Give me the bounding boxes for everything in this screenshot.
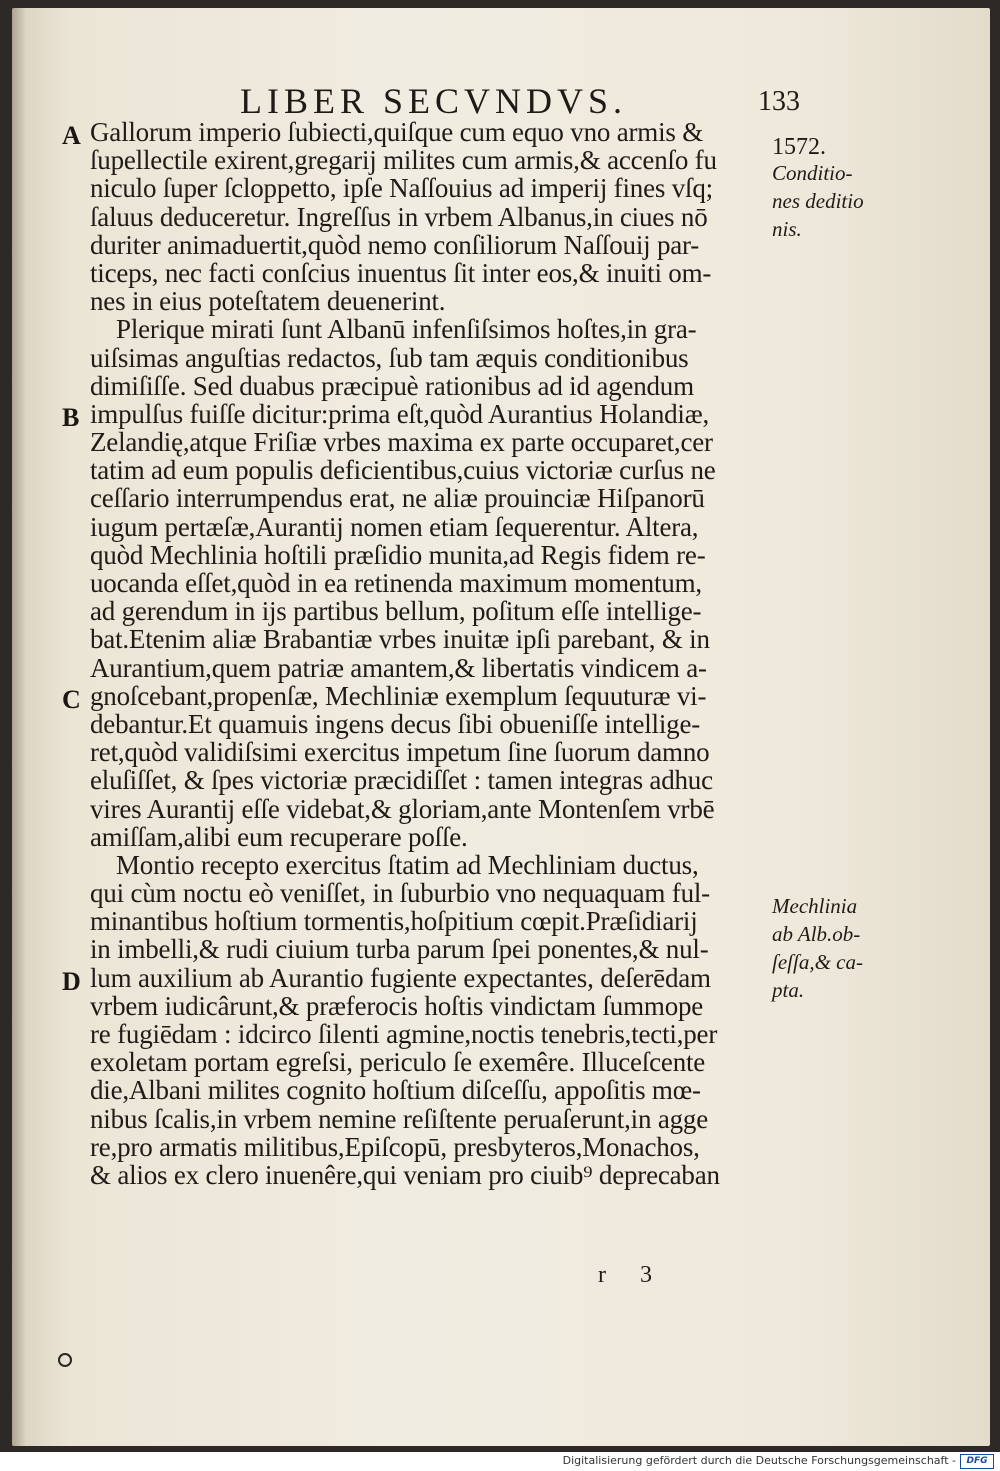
text-line: in imbelli,& rudi ciuium turba parum ſpei ponentes,& nul- <box>90 934 709 965</box>
margin-note-line: Conditio- <box>772 161 853 185</box>
text-line: niculo ſuper ſcloppetto, ipſe Naſſouius ad imperij fines vſq; <box>90 173 713 204</box>
section-marker-d: D <box>62 967 81 996</box>
section-marker-a: A <box>62 121 81 150</box>
section-marker-b: B <box>62 403 80 432</box>
text-line: ticeps, nec facti conſcius inuentus ſit inter eos,& inuiti om- <box>90 257 712 288</box>
text-line: nibus ſcalis,in vrbem nemine reſiſtente peruaſerunt,in agge <box>90 1103 708 1134</box>
text-line: debantur.Et quamuis ingens decus ſibi obueniſſe intellige- <box>90 708 701 739</box>
main-text <box>90 118 810 1189</box>
text-line: bat.Etenim aliæ Brabantiæ vrbes inuitæ ipſi parebant, & in <box>90 624 710 655</box>
running-head <box>240 80 800 120</box>
text-line: lum auxilium ab Aurantio fugiente expectantes, deſerēdam <box>90 962 711 993</box>
text-line: die,Albani milites cognito hoſtium diſceſſu, appoſitis mœ- <box>90 1075 701 1106</box>
margin-note-line: nis. <box>772 217 802 241</box>
year-note: 1572. <box>772 134 826 160</box>
footer-bar <box>0 1452 1000 1471</box>
text-line: exoletam portam egreſsi, periculo ſe exemêre. Illuceſcente <box>90 1047 706 1078</box>
section-marker-c: C <box>62 685 81 714</box>
text-line: uiſsimas anguſtias redactos, ſub tam æquis conditionibus <box>90 342 689 373</box>
dfg-logo: DFG <box>960 1454 994 1469</box>
margin-note-line: nes deditio <box>772 189 864 213</box>
text-line: Montio recepto exercitus ſtatim ad Mechliniam ductus, <box>116 849 699 880</box>
text-line: Zelandię,atque Friſiæ vrbes maxima ex parte occuparet,cer <box>90 427 713 458</box>
signature-mark: r 3 <box>598 1262 666 1288</box>
text-line: ret,quòd validiſsimi exercitus impetum ſine ſuorum damno <box>90 737 710 768</box>
text-line: ſaluus deduceretur. Ingreſſus in vrbem Albanus,in ciues nō <box>90 201 708 232</box>
funding-notice: Digitalisierung gefördert durch die Deutsche Forschungsgemeinschaft - <box>562 1454 956 1467</box>
text-line: tatim ad eum populis deficientibus,cuius victoriæ curſus ne <box>90 455 716 486</box>
text-line: ad gerendum in ijs partibus bellum, poſitum eſſe intellige- <box>90 596 702 627</box>
text-line: Aurantium,quem patriæ amantem,& libertatis vindicem a- <box>90 652 707 683</box>
margin-note-line: Mechlinia <box>772 894 858 918</box>
text-line: re fugiēdam : idcirco ſilenti agmine,noctis tenebris,tecti,per <box>90 1019 718 1049</box>
ring-mark <box>58 1353 72 1367</box>
text-line: iugum pertæſæ,Aurantij nomen etiam ſequerentur. Altera, <box>90 511 699 542</box>
text-line: nes in eius poteſtatem deuenerint. <box>90 286 446 317</box>
margin-note-line: ſeſſa,& ca- <box>772 950 863 974</box>
text-line: dimiſiſſe. Sed duabus præcipuè rationibus ad id agendum <box>90 370 694 401</box>
running-title: LIBER SECVNDVS. <box>240 81 628 121</box>
text-line: minantibus hoſtium tormentis,hoſpitium cœpit.Præſidiarij <box>90 906 698 937</box>
text-line: ceſſario interrumpendus erat, ne aliæ prouinciæ Hiſpanorū <box>90 483 705 514</box>
text-line: uocanda eſſet,quòd in ea retinenda maximum momentum, <box>90 568 702 598</box>
text-line: vrbem iudicârunt,& præferocis hoſtis vindictam ſummope <box>90 990 704 1021</box>
text-line: impulſus fuiſſe dicitur:prima eſt,quòd Aurantius Holandiæ, <box>90 398 710 429</box>
folio-number: 133 <box>758 86 800 117</box>
gutter-shadow <box>12 8 26 1446</box>
margin-note-line: pta. <box>772 978 805 1002</box>
text-line: qui cùm noctu eò veniſſet, in ſuburbio vno nequaquam ful- <box>90 878 710 909</box>
text-line: & alios ex clero inuenêre,qui veniam pro ciuib⁹ deprecaban <box>90 1159 720 1190</box>
margin-note-line: ab Alb.ob- <box>772 922 861 946</box>
text-line: ſupellectile exirent,gregarij milites cum armis,& accenſo fu <box>90 145 717 176</box>
text-line: quòd Mechlinia hoſtili præſidio munita,ad Regis fidem re- <box>90 539 706 570</box>
text-line: Plerique mirati ſunt Albanū infenſiſsimos hoſtes,in gra- <box>116 314 697 345</box>
text-line: amiſſam,alibi eum recuperare poſſe. <box>90 821 468 852</box>
text-line: re,pro armatis militibus,Epiſcopū, presbyteros,Monachos, <box>90 1131 700 1162</box>
text-line: duriter animaduertit,quòd nemo conſiliorum Naſſouij par- <box>90 229 700 260</box>
text-line: Gallorum imperio ſubiecti,quiſque cum equo vno armis & <box>90 117 704 147</box>
text-line: vires Aurantij eſſe videbat,& gloriam,ante Montenſem vrbē <box>90 793 715 824</box>
text-line: gnoſcebant,propenſæ, Mechliniæ exemplum ſequuturæ vi- <box>90 680 707 711</box>
text-line: eluſiſſet, & ſpes victoriæ præcidiſſet : tamen integras adhuc <box>90 765 713 796</box>
